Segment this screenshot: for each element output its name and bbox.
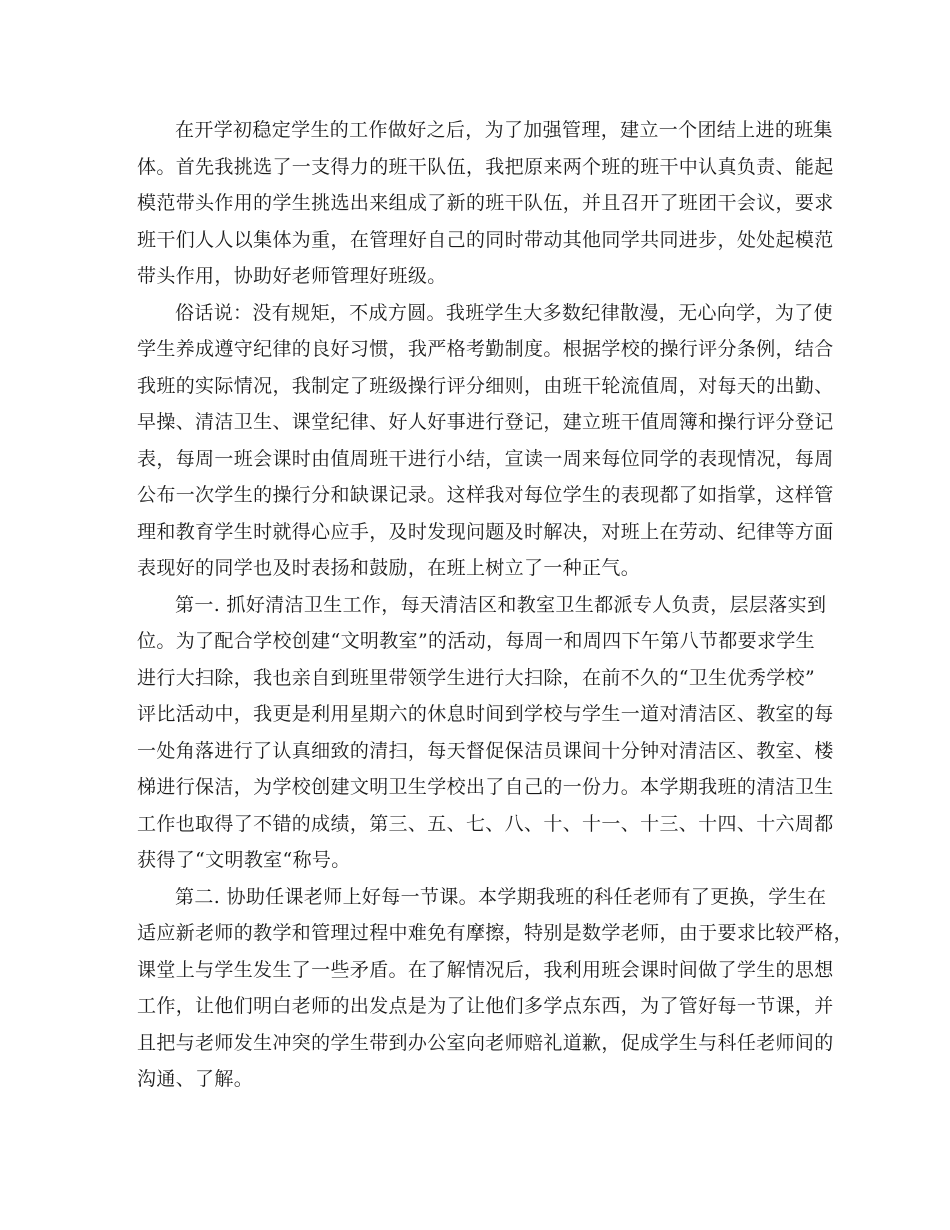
text-line: 沟通、了解。: [137, 1068, 254, 1090]
text-line: 公布一次学生的操行分和缺课记录。这样我对每位学生的表现都了如指掌，这样管: [137, 484, 834, 506]
text-line: 模范带头作用的学生挑选出来组成了新的班干队伍，并且召开了班团干会议，要求: [137, 192, 834, 214]
text-line: 一处角落进行了认真细致的清扫，每天督促保洁员课间十分钟对清洁区、教室、楼: [137, 739, 834, 762]
text-line: 理和教育学生时就得心应手，及时发现问题及时解决，对班上在劳动、纪律等方面: [137, 520, 834, 543]
text-line: 班干们人人以集体为重，在管理好自己的同时带动其他同学共同进步，处处起模范: [137, 228, 834, 251]
text-line: 表，每周一班会课时由值周班干进行小结，宣读一周来每位同学的表现情况，每周: [137, 447, 834, 470]
text-line: 带头作用，协助好老师管理好班级。: [137, 265, 447, 287]
text-line: 体。首先我挑选了一支得力的班干队伍，我把原来两个班的班干中认真负责、能起: [137, 155, 834, 178]
paragraph-1: [137, 112, 834, 295]
text-line: 梯进行保洁，为学校创建文明卫生学校出了自己的一份力。本学期我班的清洁卫生: [137, 776, 834, 798]
text-line: 适应新老师的教学和管理过程中难免有摩擦，特别是数学老师，由于要求比较严格，: [137, 922, 853, 944]
text-line: 在开学初稳定学生的工作做好之后，为了加强管理，建立一个团结上进的班集: [175, 119, 833, 141]
text-line: 早操、清洁卫生、课堂纪律、好人好事进行登记，建立班干值周簿和操行评分登记: [137, 411, 834, 433]
text-line: 评比活动中，我更是利用星期六的休息时间到学校与学生一道对清洁区、教室的每: [137, 703, 834, 725]
text-line: 俗话说：没有规矩，不成方圆。我班学生大多数纪律散漫，无心向学，为了使: [175, 301, 833, 324]
text-line: 学生养成遵守纪律的良好习惯，我严格考勤制度。根据学校的操行评分条例，结合: [137, 338, 834, 360]
text-line: 我班的实际情况，我制定了班级操行评分细则，由班干轮流值周，对每天的出勤、: [137, 374, 834, 397]
text-line: 工作，让他们明白老师的出发点是为了让他们多学点东西，为了管好每一节课，并: [137, 995, 834, 1017]
text-line: 进行大扫除，我也亲自到班里带领学生进行大扫除，在前不久的“卫生优秀学校”: [137, 666, 816, 689]
paragraph-2: [137, 295, 834, 587]
paragraph-3: [137, 587, 834, 879]
text-line: 获得了“文明教室“称号。: [137, 849, 351, 871]
text-line: 第二. 协助任课老师上好每一节课。本学期我班的科任老师有了更换，学生在: [175, 885, 827, 908]
text-line: 第一. 抓好清洁卫生工作，每天清洁区和教室卫生都派专人负责，层层落实到: [175, 593, 827, 616]
text-line: 且把与老师发生冲突的学生带到办公室向老师赔礼道歉，促成学生与科任老师间的: [137, 1031, 834, 1054]
text-line: 课堂上与学生发生了一些矛盾。在了解情况后，我利用班会课时间做了学生的思想: [137, 958, 834, 981]
text-line: 位。为了配合学校创建“文明教室”的活动，每周一和周四下午第八节都要求学生: [137, 630, 816, 652]
text-line: 工作也取得了不错的成绩，第三、五、七、八、十、十一、十三、十四、十六周都: [137, 812, 834, 835]
paragraph-4: [137, 879, 853, 1098]
text-line: 表现好的同学也及时表扬和鼓励，在班上树立了一种正气。: [137, 557, 641, 579]
document-body: [137, 112, 853, 1098]
